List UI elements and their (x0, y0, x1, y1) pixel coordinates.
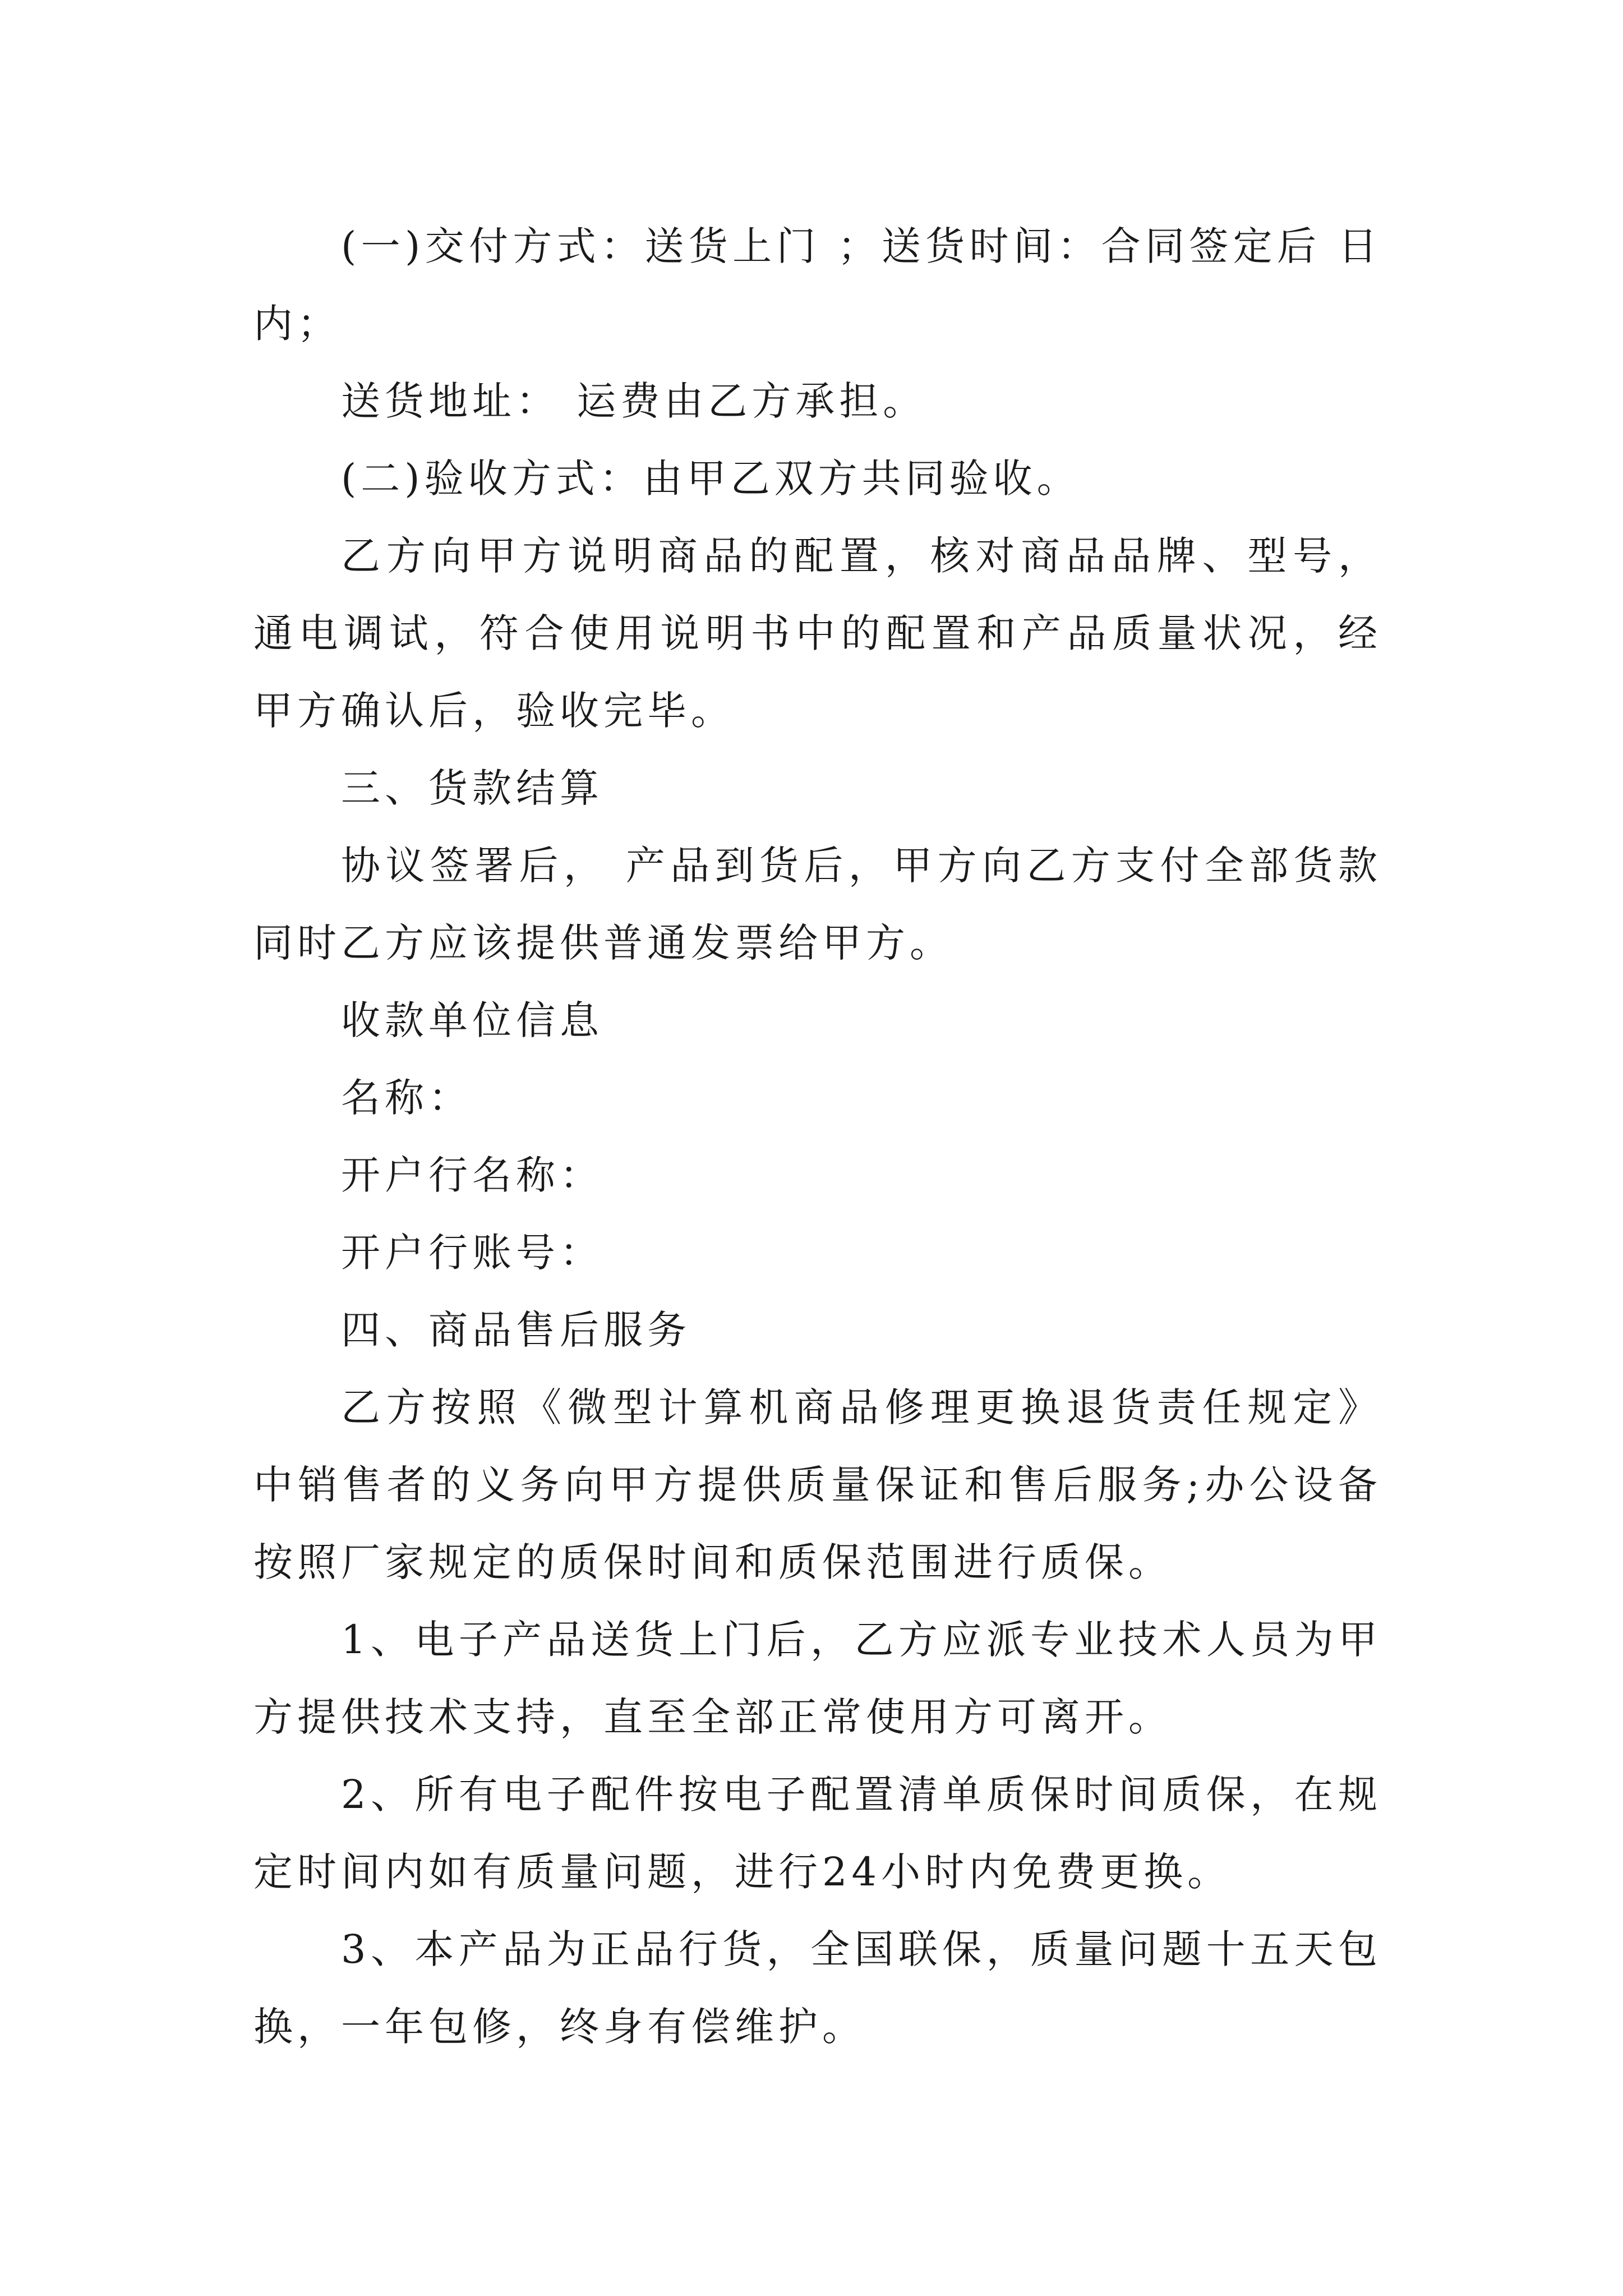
paragraph-payment-terms: 协议签署后， 产品到货后，甲方向乙方支付全部货款同时乙方应该提供普通发票给甲方。 (253, 843, 1382, 966)
paragraph-after-sales-terms: 乙方按照《微型计算机商品修理更换退货责任规定》中销售者的义务向甲方提供质量保证和售后服务;办公设备按照厂家规定的质保时间和质保范围进行质保。 (253, 1384, 1382, 1585)
field-bank-account: 开户行账号： (341, 1230, 603, 1276)
heading-payment-settlement: 三、货款结算 (341, 765, 603, 811)
field-payee-name: 名称： (341, 1075, 472, 1121)
paragraph-clause-1: 1、电子产品送货上门后，乙方应派专业技术人员为甲方提供技术支持，直至全部正常使用方可离开。 (253, 1617, 1382, 1740)
paragraph-acceptance-details: 乙方向甲方说明商品的配置，核对商品品牌、型号，通电调试，符合使用说明书中的配置和产品质量状况，经甲方确认后，验收完毕。 (253, 533, 1382, 734)
document-body (253, 208, 1382, 2065)
heading-after-sales-service: 四、商品售后服务 (341, 1307, 691, 1353)
paragraph-delivery-method: (一)交付方式：送货上门 ；送货时间：合同签定后 日内； (253, 223, 1382, 347)
heading-payee-info: 收款单位信息 (341, 997, 603, 1043)
paragraph-delivery-address: 送货地址： 运费由乙方承担。 (341, 378, 927, 424)
paragraph-clause-3: 3、本产品为正品行货，全国联保，质量问题十五天包换，一年包修，终身有偿维护。 (253, 1926, 1382, 2050)
paragraph-clause-2: 2、所有电子配件按电子配置清单质保时间质保，在规定时间内如有质量问题，进行24小时内免费更换。 (253, 1772, 1382, 1895)
paragraph-acceptance-method: (二)验收方式：由甲乙双方共同验收。 (341, 455, 1081, 501)
field-bank-name: 开户行名称： (341, 1152, 603, 1198)
